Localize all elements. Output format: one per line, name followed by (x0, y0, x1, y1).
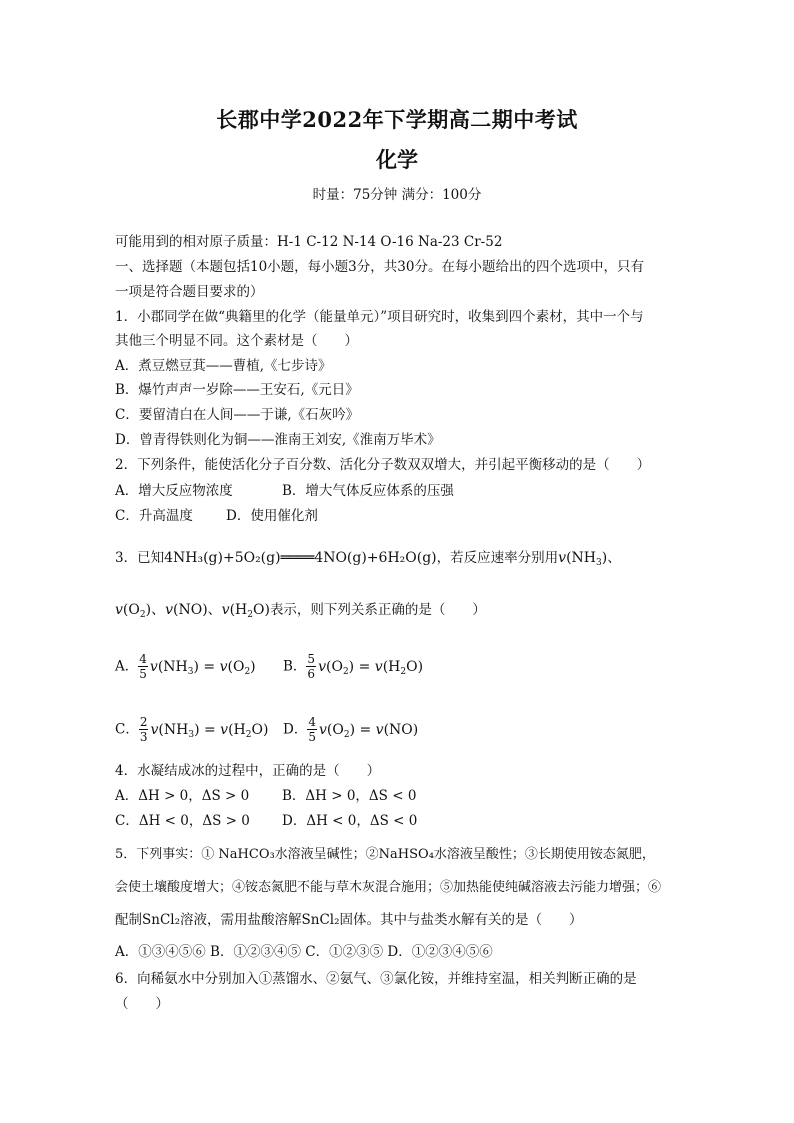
q1-stem-line1: 1．小郡同学在做“典籍里的化学（能量单元）”项目研究时，收集到四个素材，其中一个与 (115, 309, 644, 325)
q6-stem-line2: （ ） (115, 996, 169, 1012)
q3-option-d (283, 715, 418, 744)
q3-stem-line2 (115, 600, 486, 620)
q1-option-d: D．曾青得铁则化为铜——淮南王刘安,《淮南万毕术》 (115, 432, 441, 448)
exam-meta: 时量：75分钟 满分：100分 (312, 187, 482, 203)
q5-line3: 配制SnCl₂溶液，需用盐酸溶解SnCl₂固体。其中与盐类水解有关的是（ ） (115, 912, 583, 928)
q6-stem-line1: 6．向稀氨水中分别加入①蒸馏水、②氨气、③氯化铵，并维持室温，相关判断正确的是 (115, 971, 637, 987)
q3-option-b (283, 652, 423, 681)
q2-option-d: D．使用催化剂 (226, 508, 318, 524)
q3-option-a-label: A． (115, 658, 139, 675)
q5-line1: 5．下列事实：① NaHCO₃水溶液呈碱性；②NaHSO₄水溶液呈酸性；③长期使用铵态氮肥， (115, 847, 655, 862)
exam-title: 长郡中学2022年下学期高二期中考试 (216, 107, 578, 132)
q1-stem-line2: 其他三个明显不同。这个素材是（ ） (115, 333, 358, 349)
q3-after-reaction: ，若反应速率分别用 (436, 550, 559, 566)
atomic-masses: 可能用到的相对原子质量：H-1 C-12 N-14 O-16 Na-23 Cr-52 (115, 234, 503, 250)
q3-reaction: 4NH₃(g)+5O₂(g)════4NO(g)+6H₂O(g) (164, 550, 437, 566)
q1-option-b: B．爆竹声声一岁除——王安石,《元日》 (115, 382, 359, 398)
q3-rate-list: $v(O_2)$、v(NO)、$v(H_2O)$ (115, 602, 270, 620)
q3-prefix: 3．已知 (115, 550, 165, 566)
q3-option-c (115, 715, 268, 744)
q1-option-c: C．要留清白在人间——于谦,《石灰吟》 (115, 407, 360, 423)
q4-option-b: B．ΔH > 0，ΔS < 0 (282, 788, 417, 804)
q3-option-c-expr: $\frac{2}{3}$ $v(NH_3) = v(H_2O)$ (139, 715, 269, 744)
q3-rate-nh3: $v(NH_3)$ (558, 550, 608, 568)
q3-option-b-expr: $\frac{5}{6}$ $v(O_2) = v(H_2O)$ (307, 652, 424, 681)
q3-option-a (115, 652, 256, 681)
q5-options: A．①③④⑤⑥ B．①②③④⑤ C．①②③⑤ D．①②③④⑤⑥ (115, 944, 493, 960)
q3-option-d-expr: $\frac{4}{5}$ $v(O_2) = v(NO)$ (308, 715, 419, 744)
q3-stem-line1: 3．已知4NH₃(g)+5O₂(g)════4NO(g)+6H₂O(g)，若反应速率分别用$v(NH_3)$、 (115, 550, 621, 568)
q3-option-b-label: B． (283, 658, 307, 675)
q2-stem: 2．下列条件，能使活化分子百分数、活化分子数双双增大，并引起平衡移动的是（ ） (115, 457, 651, 473)
q3-option-a-expr: $\frac{4}{5}$ $v(NH_3) = v(O_2)$ (139, 652, 256, 681)
q3-option-c-label: C． (115, 721, 139, 738)
q4-option-d: D．ΔH < 0，ΔS < 0 (282, 813, 418, 829)
q2-option-b: B．增大气体反应体系的压强 (282, 483, 454, 499)
q2-option-c: C．升高温度 (115, 508, 193, 524)
section-heading-line2: 一项是符合题目要求的） (115, 284, 264, 300)
q3-line2-rest: 表示，则下列关系正确的是（ ） (269, 602, 486, 618)
q4-option-c: C．ΔH < 0，ΔS > 0 (115, 813, 250, 829)
q5-line2: 会使土壤酸度增大；④铵态氮肥不能与草木灰混合施用；⑤加热能使纯碱溶液去污能力增强；⑥ (115, 880, 662, 895)
q4-option-a: A．ΔH > 0，ΔS > 0 (115, 788, 250, 804)
q3-option-d-label: D． (283, 721, 308, 738)
q1-option-a: A．煮豆燃豆萁——曹植,《七步诗》 (115, 358, 332, 374)
q2-option-a: A．增大反应物浓度 (115, 483, 233, 499)
section-heading-line1: 一、选择题（本题包括10小题，每小题3分，共30分。在每小题给出的四个选项中，只有 (115, 259, 644, 275)
subject-title: 化学 (376, 147, 418, 172)
q4-stem: 4．水凝结成冰的过程中，正确的是（ ） (115, 763, 381, 779)
